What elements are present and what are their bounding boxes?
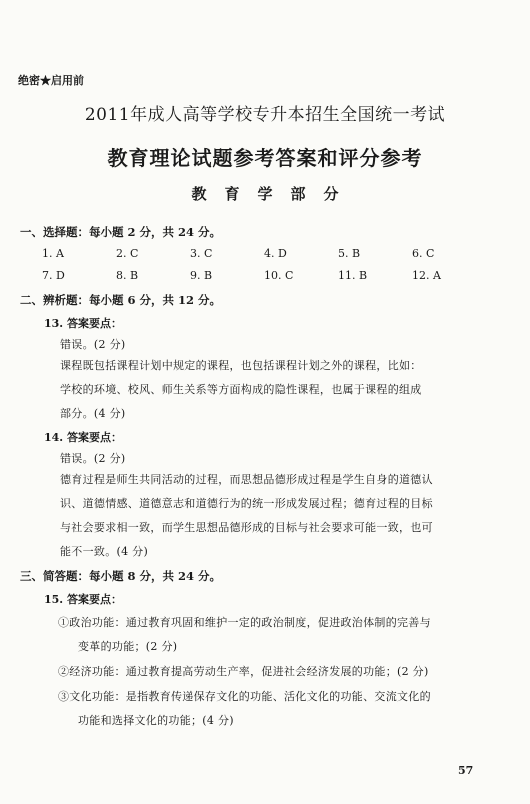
answer-item: 3. C [190,247,213,260]
q13-line-3: 部分。(4 分) [60,407,126,420]
q13-line-1: 课程既包括课程计划中规定的课程，也包括课程计划之外的课程，比如： [60,359,422,372]
q14-line-2: 识、道德情感、道德意志和道德行为的统一形成发展过程；德育过程的目标 [60,497,433,510]
answer-row-2 [42,269,502,282]
part-title: 教育学部分 [191,185,357,203]
answer-item: 2. C [116,247,139,260]
q15-point-1-line-2: 变革的功能；(2 分) [78,640,178,653]
answer-item: 1. A [42,247,64,260]
section-heading-short-answer: 三、简答题：每小题 8 分，共 24 分。 [20,569,222,583]
q15-point-1-line-1: ①政治功能：通过教育巩固和维护一定的政治制度，促进政治体制的完善与 [58,616,431,629]
q14-judgement: 错误。(2 分) [60,452,126,465]
question-13-label: 13. 答案要点： [44,317,122,330]
q13-judgement: 错误。(2 分) [60,338,126,351]
q14-line-1: 德育过程是师生共同活动的过程，而思想品德形成过程是学生自身的道德认 [60,473,433,486]
answer-item: 8. B [116,269,139,282]
q13-line-2: 学校的环境、校风、师生关系等方面构成的隐性课程，也属于课程的组成 [60,383,422,396]
q14-line-4: 能不一致。(4 分) [60,545,149,558]
section-heading-analysis: 二、辨析题：每小题 6 分，共 12 分。 [20,293,222,307]
answer-item: 10. C [264,269,294,282]
answer-item: 11. B [338,269,368,282]
section-heading-choice: 一、选择题：每小题 2 分，共 24 分。 [20,225,222,239]
answer-item: 7. D [42,269,65,282]
answer-item: 4. D [264,247,287,260]
page-number: 57 [458,764,474,777]
answer-item: 12. A [412,269,441,282]
exam-title: 2011年成人高等学校专升本招生全国统一考试 [84,105,446,125]
question-14-label: 14. 答案要点： [44,431,122,444]
q14-line-3: 与社会要求相一致，而学生思想品德形成的目标与社会要求可能一致，也可 [60,521,433,534]
question-15-label: 15. 答案要点： [44,593,122,606]
answer-item: 9. B [190,269,213,282]
answer-row-1 [42,247,502,260]
answer-item: 6. C [412,247,435,260]
document-title: 教育理论试题参考答案和评分参考 [107,146,423,170]
q15-point-3-line-2: 功能和选择文化的功能；(4 分) [78,714,234,727]
q15-point-2: ②经济功能：通过教育提高劳动生产率，促进社会经济发展的功能；(2 分) [58,665,429,678]
confidential-mark: 绝密★启用前 [18,74,84,87]
q15-point-3-line-1: ③文化功能：是指教育传递保存文化的功能、活化文化的功能、交流文化的 [58,690,431,703]
answer-item: 5. B [338,247,361,260]
